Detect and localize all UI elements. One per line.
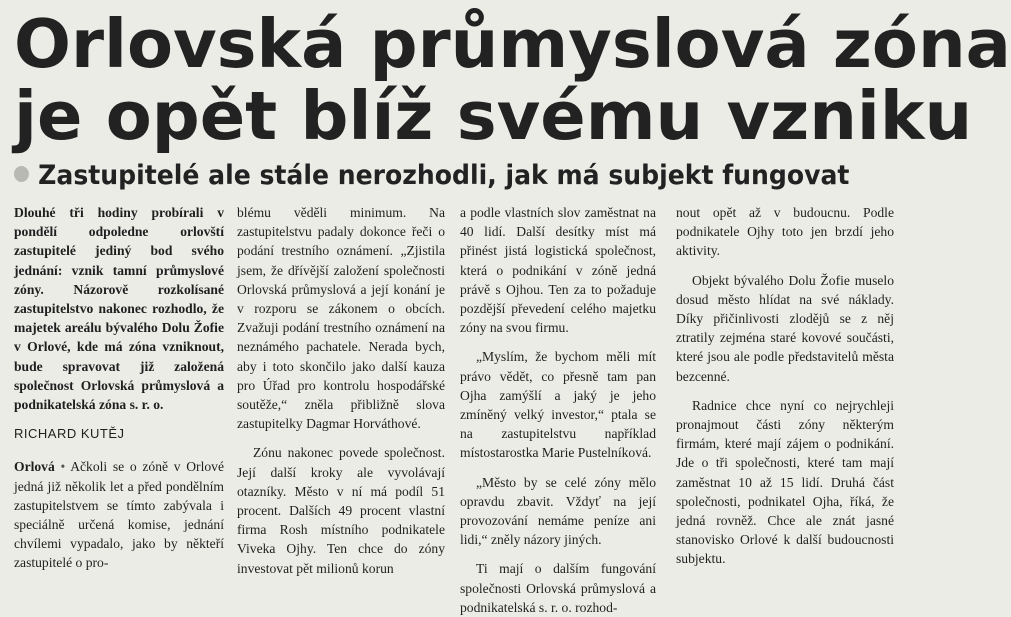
body-paragraph: nout opět až v budoucnu. Podle podnikatele Ojhy toto jen brzdí jeho aktivity. (676, 205, 894, 259)
body-text: Ačkoli se o zóně v Orlové jedná již několik let a před pondělním zastupitelstvem se tímto zabývala i speciálně určená komise, jednání chvílemi vypadalo, jako by někteří zastupitelé o pro- (14, 459, 224, 571)
body-paragraph: Objekt bývalého Dolu Žofie muselo dosud město hlídat na své náklady. Díky přičinlivosti zlodějů se z něj ztratily zejména staré kovové součásti, které jsou ale podle představitelů města bezcenné. (676, 272, 894, 384)
body-paragraph: Ti mají o dalším fungování společnosti Orlovská průmyslová a podnikatelská s. r. o. rozhod- (460, 561, 656, 615)
body-paragraph: „Myslím, že bychom měli mít právo vědět, co přesně tam pan Ojha zamýšlí a jaký je jeho zmíněný velký investor,“ ptala se na zastupitelstvu například místostarostka Marie Pustelníková. (460, 349, 656, 461)
dateline: Orlová (14, 459, 55, 475)
column-2 (237, 203, 445, 578)
headline-line-2: je opět blíž svému vzniku (14, 77, 973, 155)
body-paragraph: Zónu nakonec povede společnost. Její další kroky ale vyvolávají otazníky. Město v ní má podíl 51 procent. Dalších 49 procent vlastní firma Rosh místního podnikatele Viveka Ojhy. Ten chce do zóny investovat pět milionů korun (237, 445, 445, 576)
dateline-separator: • (60, 459, 66, 475)
column-3 (460, 203, 656, 617)
subheadline-text: Zastupitelé ale stále nerozhodli, jak má subjekt fungovat (38, 160, 850, 191)
body-paragraph: blému věděli minimum. Na zastupitelstvu padaly dokonce řeči o podání trestního oznámení. „Zjistila jsem, že dřívější založení společnosti Orlovská průmyslová a její konání je v rozporu se zákonem o obcích. Zvažuji podání trestního oznámení na neznámého pachatele. Nerada bych, aby i toto skončilo jako další kauza pro Úřad pro kontrolu hospodářské soutěže,“ zněla přibližně slova zastupitelky Dagmar Horváthové. (237, 205, 445, 432)
subheadline (14, 160, 850, 192)
body-paragraph: Radnice chce nyní co nejrychleji pronajmout části zóny některým firmám, které mají zájem o podnikání. Jde o tři společnosti, které tam mají zaměstnat 10 až 15 lidí. Druhá část společnosti, podnikatel Ojha, říká, že jedná rovněž. Chce ale znát jasné stanovisko Orlové k další budoucnosti subjektu. (676, 397, 894, 567)
body-paragraph: a podle vlastních slov zaměstnat na 40 lidí. Další desítky míst má přinést jistá logistická společnost, která o podnikání v zóně jedná právě s Ojhou. Ten za to požaduje pozdější převedení celého majetku zóny na svou firmu. (460, 205, 656, 336)
body-paragraph: „Město by se celé zóny mělo opravdu zbavit. Vždyť na její provozování nemáme peníze ani lidi,“ zněly názory jiných. (460, 474, 656, 548)
lead-paragraph: Dlouhé tři hodiny probírali v pondělí odpoledne orlovští zastupitelé jediný bod svého jednání: vznik tamní průmyslové zóny. Názorově rozkolísané zastupitelstvo nakonec rozhodlo, že majetek areálu bývalého Dolu Žofie v Orlové, kde má zóna vzniknout, bude spravovat již založená společnost Orlovská průmyslová a podnikatelská zóna s. r. o. (14, 205, 224, 413)
headline (14, 5, 1011, 155)
body-paragraph (14, 457, 224, 572)
bullet-icon (14, 166, 29, 182)
column-4 (676, 203, 894, 569)
column-1 (14, 203, 224, 573)
author-byline: RICHARD KUTĚJ (14, 426, 125, 442)
headline-line-1: Orlovská průmyslová zóna (14, 5, 1011, 83)
